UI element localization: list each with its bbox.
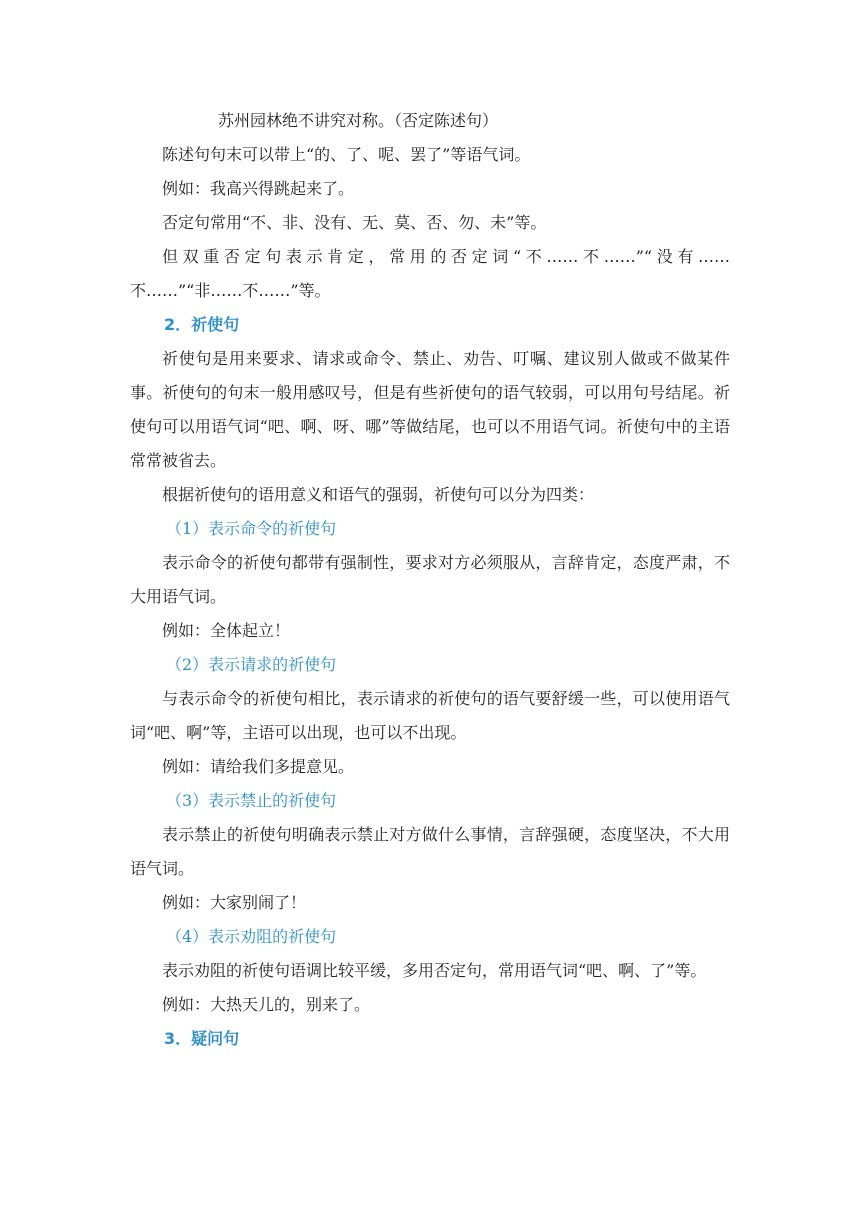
document-body <box>130 104 730 1056</box>
subheading-prohibition: （3）表示禁止的祈使句 <box>166 791 337 810</box>
body-paragraph: 表示命令的祈使句都带有强制性，要求对方必须服从，言辞肯定，态度严肃，不大用语气词。 <box>130 553 730 606</box>
example-sentence: 例如：请给我们多提意见。 <box>162 757 355 776</box>
body-paragraph: 表示劝阻的祈使句语调比较平缓，多用否定句，常用语气词“吧、啊、了”等。 <box>162 961 707 980</box>
body-paragraph: 祈使句是用来要求、请求或命令、禁止、劝告、叮嘱、建议别人做或不做某件事。祈使句的句末一般用感叹号，但是有些祈使句的语气较弱，可以用句号结尾。祈使句可以用语气词“吧、啊、呀、哪”等做结尾，也可以不用语气词。祈使句中的主语常常被省去。 <box>130 349 730 470</box>
example-sentence: 例如：全体起立！ <box>162 621 291 640</box>
body-paragraph: 表示禁止的祈使句明确表示禁止对方做什么事情，言辞强硬，态度坚决，不大用语气词。 <box>130 825 730 878</box>
section-heading-interrogative: 3．疑问句 <box>164 1029 240 1048</box>
body-paragraph: 与表示命令的祈使句相比，表示请求的祈使句的语气要舒缓一些，可以使用语气词“吧、啊”等，主语可以出现，也可以不出现。 <box>130 689 730 742</box>
body-paragraph: 否定句常用“不、非、没有、无、莫、否、勿、未”等。 <box>162 213 547 232</box>
subheading-dissuasion: （4）表示劝阻的祈使句 <box>166 927 337 946</box>
example-sentence: 例如：大热天儿的，别来了。 <box>162 995 371 1014</box>
body-paragraph: 陈述句句末可以带上“的、了、呢、罢了”等语气词。 <box>162 145 531 164</box>
example-sentence: 例如：大家别闹了！ <box>162 893 307 912</box>
subheading-request: （2）表示请求的祈使句 <box>166 655 337 674</box>
example-sentence: 例如：我高兴得跳起来了。 <box>162 179 355 198</box>
subheading-command: （1）表示命令的祈使句 <box>166 519 337 538</box>
body-paragraph: 但双重否定句表示肯定，常用的否定词“不……不……”“没有……不……”“非……不……”等。 <box>130 247 730 300</box>
section-heading-imperative: 2．祈使句 <box>164 315 240 334</box>
body-paragraph: 根据祈使句的语用意义和语气的强弱，祈使句可以分为四类： <box>162 485 595 504</box>
example-sentence: 苏州园林绝不讲究对称。（否定陈述句） <box>218 111 499 130</box>
